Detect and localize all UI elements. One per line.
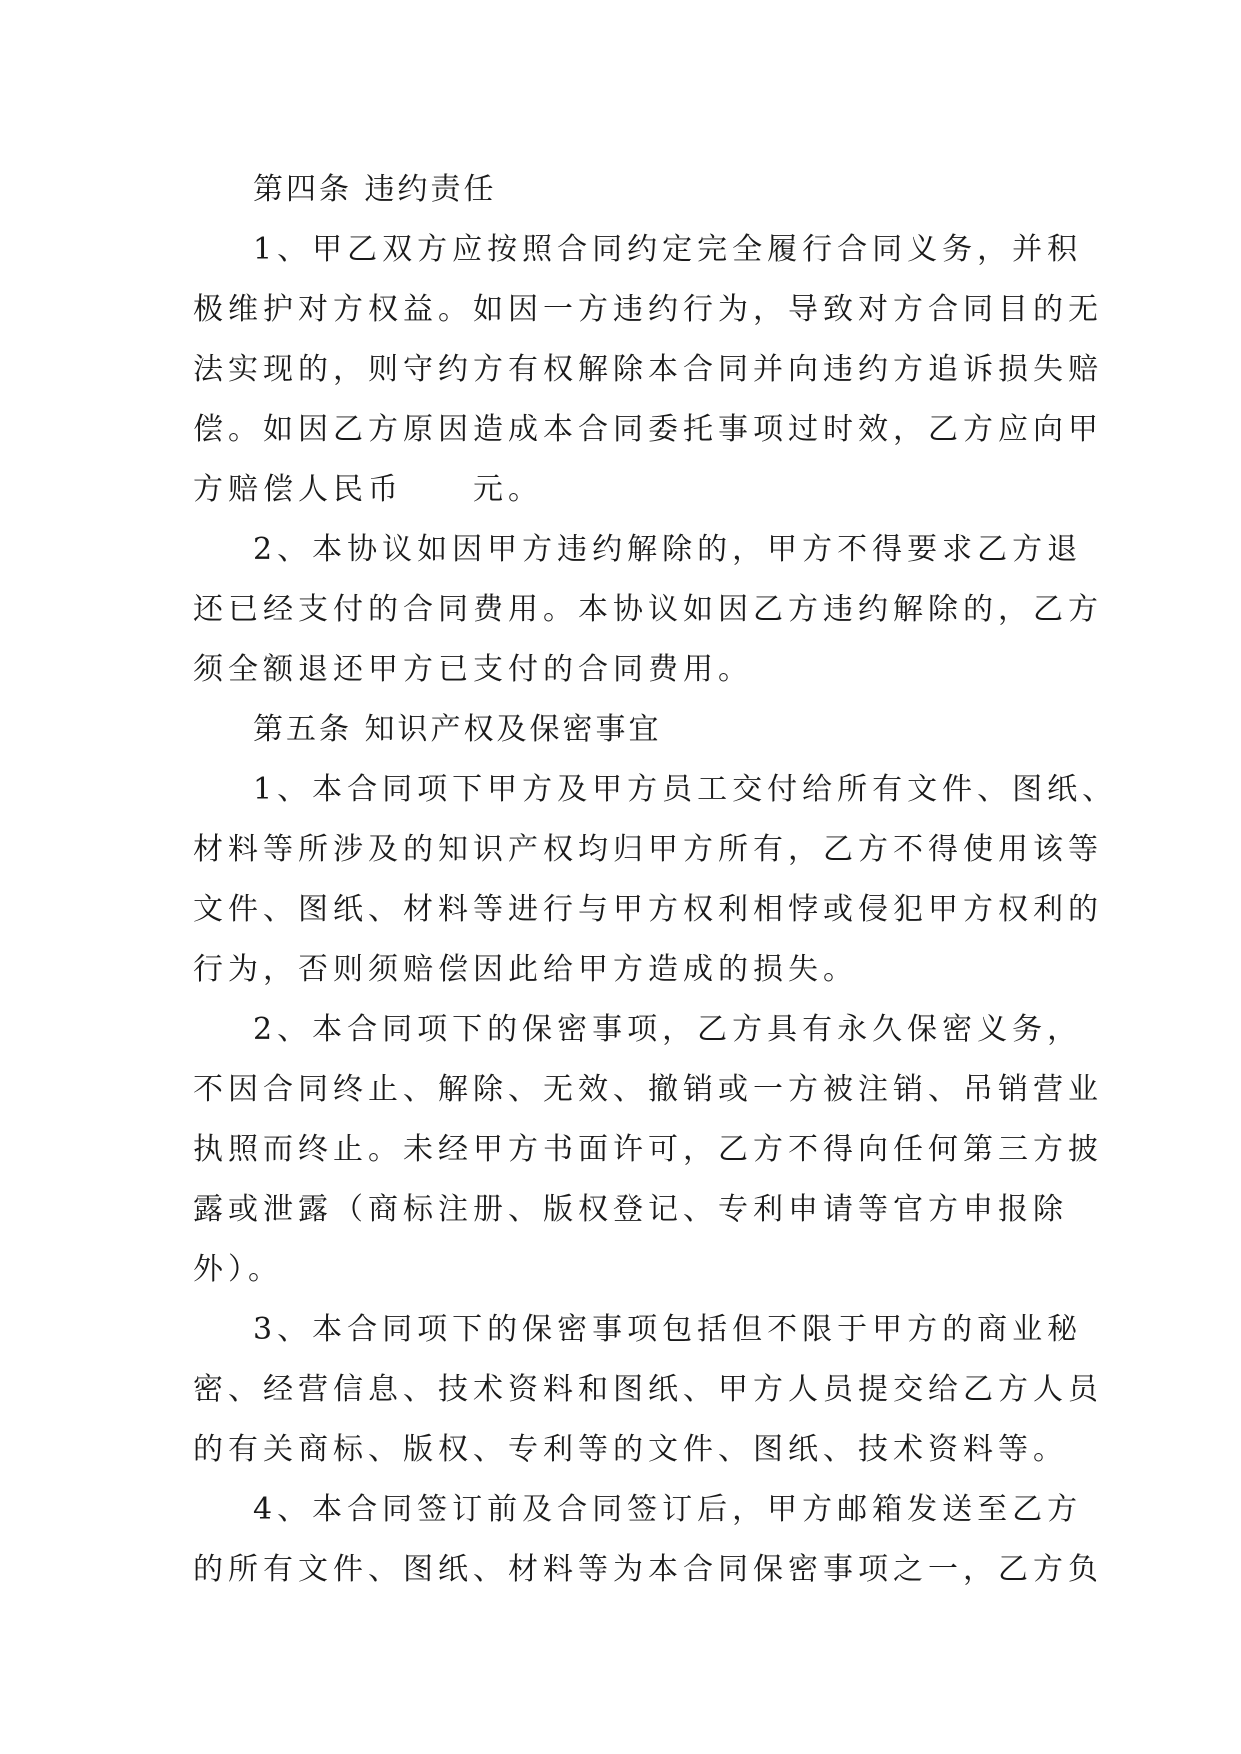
- article-5-heading: 第五条 知识产权及保密事宜: [253, 712, 662, 747]
- paragraph-line: 偿。如因乙方原因造成本合同委托事项过时效，乙方应向甲: [193, 412, 1103, 447]
- paragraph-line: 2、本协议如因甲方违约解除的，甲方不得要求乙方退: [253, 532, 1083, 567]
- paragraph-line: 行为，否则须赔偿因此给甲方造成的损失。: [193, 952, 858, 987]
- document-body: [193, 160, 1118, 1600]
- paragraph-line: 密、经营信息、技术资料和图纸、甲方人员提交给乙方人员: [193, 1372, 1103, 1407]
- paragraph-line: 外）。: [193, 1252, 283, 1287]
- paragraph-line: 4、本合同签订前及合同签订后，甲方邮箱发送至乙方: [253, 1492, 1083, 1527]
- paragraph-line: 露或泄露（商标注册、版权登记、专利申请等官方申报除: [193, 1192, 1068, 1227]
- paragraph-line: 1、本合同项下甲方及甲方员工交付给所有文件、图纸、: [253, 772, 1118, 807]
- paragraph-line: 还已经支付的合同费用。本协议如因乙方违约解除的，乙方: [193, 592, 1103, 627]
- paragraph-line: 须全额退还甲方已支付的合同费用。: [193, 652, 753, 687]
- paragraph-line: 3、本合同项下的保密事项包括但不限于甲方的商业秘: [253, 1312, 1083, 1347]
- paragraph-line: 不因合同终止、解除、无效、撤销或一方被注销、吊销营业: [193, 1072, 1103, 1107]
- paragraph-line: 2、本合同项下的保密事项，乙方具有永久保密义务，: [253, 1012, 1083, 1047]
- paragraph-line: 材料等所涉及的知识产权均归甲方所有，乙方不得使用该等: [193, 832, 1103, 867]
- paragraph-line: 文件、图纸、材料等进行与甲方权利相悖或侵犯甲方权利的: [193, 892, 1103, 927]
- paragraph-line: 1、甲乙双方应按照合同约定完全履行合同义务，并积: [253, 232, 1083, 267]
- paragraph-line: 的所有文件、图纸、材料等为本合同保密事项之一，乙方负: [193, 1552, 1103, 1587]
- paragraph-line: 方赔偿人民币 元。: [193, 472, 543, 507]
- paragraph-line: 执照而终止。未经甲方书面许可，乙方不得向任何第三方披: [193, 1132, 1103, 1167]
- paragraph-line: 法实现的，则守约方有权解除本合同并向违约方追诉损失赔: [193, 352, 1103, 387]
- article-4-heading: 第四条 违约责任: [253, 172, 497, 207]
- paragraph-line: 极维护对方权益。如因一方违约行为，导致对方合同目的无: [193, 292, 1103, 327]
- paragraph-line: 的有关商标、版权、专利等的文件、图纸、技术资料等。: [193, 1432, 1068, 1467]
